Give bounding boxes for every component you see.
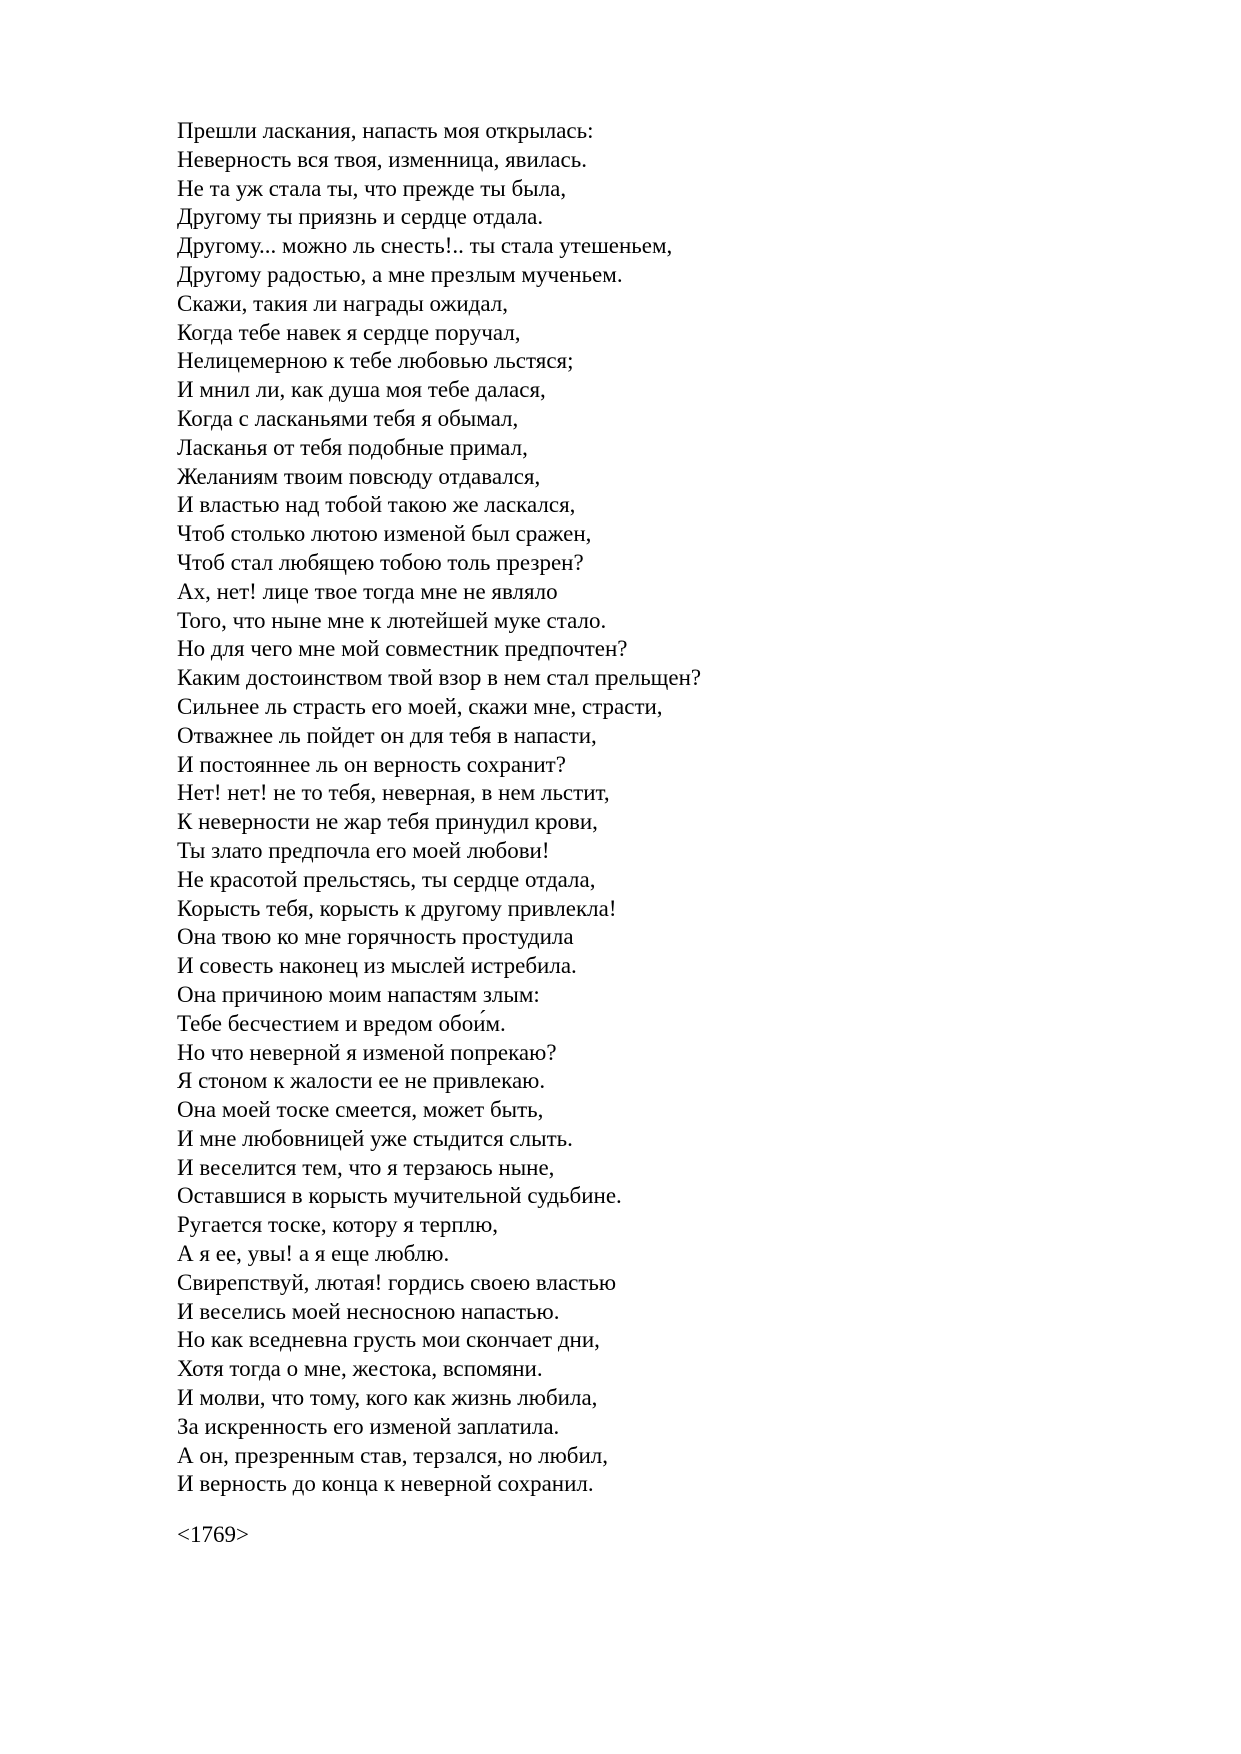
poem-line: Другому... можно ль снесть!.. ты стала утешеньем, <box>177 233 673 259</box>
poem-line: Свирепствуй, лютая! гордись своею властью <box>177 1269 617 1295</box>
poem-line: Того, что ныне мне к лютейшей муке стало. <box>177 607 607 633</box>
poem-line: Нелицемерною к тебе любовью льстяся; <box>177 348 574 374</box>
poem-line: И веселится тем, что я терзаюсь ныне, <box>177 1154 555 1180</box>
poem-line: Неверность вся твоя, изменница, явилась. <box>177 146 587 172</box>
poem-line: Но что неверной я изменой попрекаю? <box>177 1039 557 1065</box>
poem-line: Прешли ласкания, напасть моя открылась: <box>177 118 594 143</box>
poem-line: Желаниям твоим повсюду отдавался, <box>177 463 541 489</box>
poem-line: Чтоб стал любящею тобою толь презрен? <box>177 549 584 575</box>
poem-line: И веселись моей несносною напастью. <box>177 1298 560 1324</box>
poem-line: Тебе бесчестием и вредом обои́м. <box>177 1010 506 1036</box>
poem-line: Ах, нет! лице твое тогда мне не являло <box>177 578 558 604</box>
poem-line: И совесть наконец из мыслей истребила. <box>177 953 577 979</box>
poem-line: Нет! нет! не то тебя, неверная, в нем льстит, <box>177 780 610 806</box>
poem-line: Каким достоинством твой взор в нем стал прельщен? <box>177 665 702 691</box>
poem-line: Она моей тоске смеется, может быть, <box>177 1097 544 1123</box>
poem-line: За искренность его изменой заплатила. <box>177 1413 560 1439</box>
poem-line: А он, презренным став, терзался, но любил, <box>177 1442 609 1468</box>
poem-line: И постояннее ль он верность сохранит? <box>177 751 566 777</box>
poem-line: Другому радостью, а мне презлым мученьем. <box>177 261 623 287</box>
poem-line: Когда с ласканьями тебя я обымал, <box>177 405 519 431</box>
poem-line: Когда тебе навек я сердце поручал, <box>177 319 521 345</box>
poem-line: Но для чего мне мой совместник предпочтен? <box>177 636 628 662</box>
poem-line: Ты злато предпочла его моей любови! <box>177 837 550 863</box>
poem-line: И властью над тобой такою же ласкался, <box>177 492 576 518</box>
poem-line: Сильнее ль страсть его моей, скажи мне, страсти, <box>177 693 663 719</box>
poem-line: И верность до конца к неверной сохранил. <box>177 1471 594 1497</box>
poem-line: И мне любовницей уже стыдится слыть. <box>177 1125 573 1151</box>
poem-line: Она твою ко мне горячность простудила <box>177 924 574 950</box>
poem-line: И молви, что тому, кого как жизнь любила, <box>177 1385 598 1411</box>
poem-line: Оставшися в корысть мучительной судьбине. <box>177 1183 622 1209</box>
poem-line: К неверности не жар тебя принудил крови, <box>177 809 598 835</box>
poem-line: Она причиною моим напастям злым: <box>177 981 540 1007</box>
poem-date: <1769> <box>177 1522 249 1547</box>
poem-line: А я ее, увы! а я еще люблю. <box>177 1241 450 1267</box>
poem-line: Но как вседневна грусть мои скончает дни, <box>177 1327 600 1353</box>
poem-line: Чтоб столько лютою изменой был сражен, <box>177 521 592 547</box>
poem-line: Ласканья от тебя подобные примал, <box>177 434 528 460</box>
poem-line: И мнил ли, как душа моя тебе далася, <box>177 377 546 403</box>
poem-line: Ругается тоске, котору я терплю, <box>177 1212 499 1238</box>
poem-line: Другому ты приязнь и сердце отдала. <box>177 204 544 230</box>
poem-line: Не та уж стала ты, что прежде ты была, <box>177 175 567 201</box>
poem-line: Не красотой прельстясь, ты сердце отдала, <box>177 866 596 892</box>
poem-line: Отважнее ль пойдет он для тебя в напасти, <box>177 722 597 748</box>
poem-text <box>177 117 701 1499</box>
poem-line: Я стоном к жалости ее не привлекаю. <box>177 1068 546 1094</box>
poem-line: Корысть тебя, корысть к другому привлекла! <box>177 895 617 921</box>
poem-line: Скажи, такия ли награды ожидал, <box>177 290 508 316</box>
poem-line: Хотя тогда о мне, жестока, вспомяни. <box>177 1356 543 1382</box>
